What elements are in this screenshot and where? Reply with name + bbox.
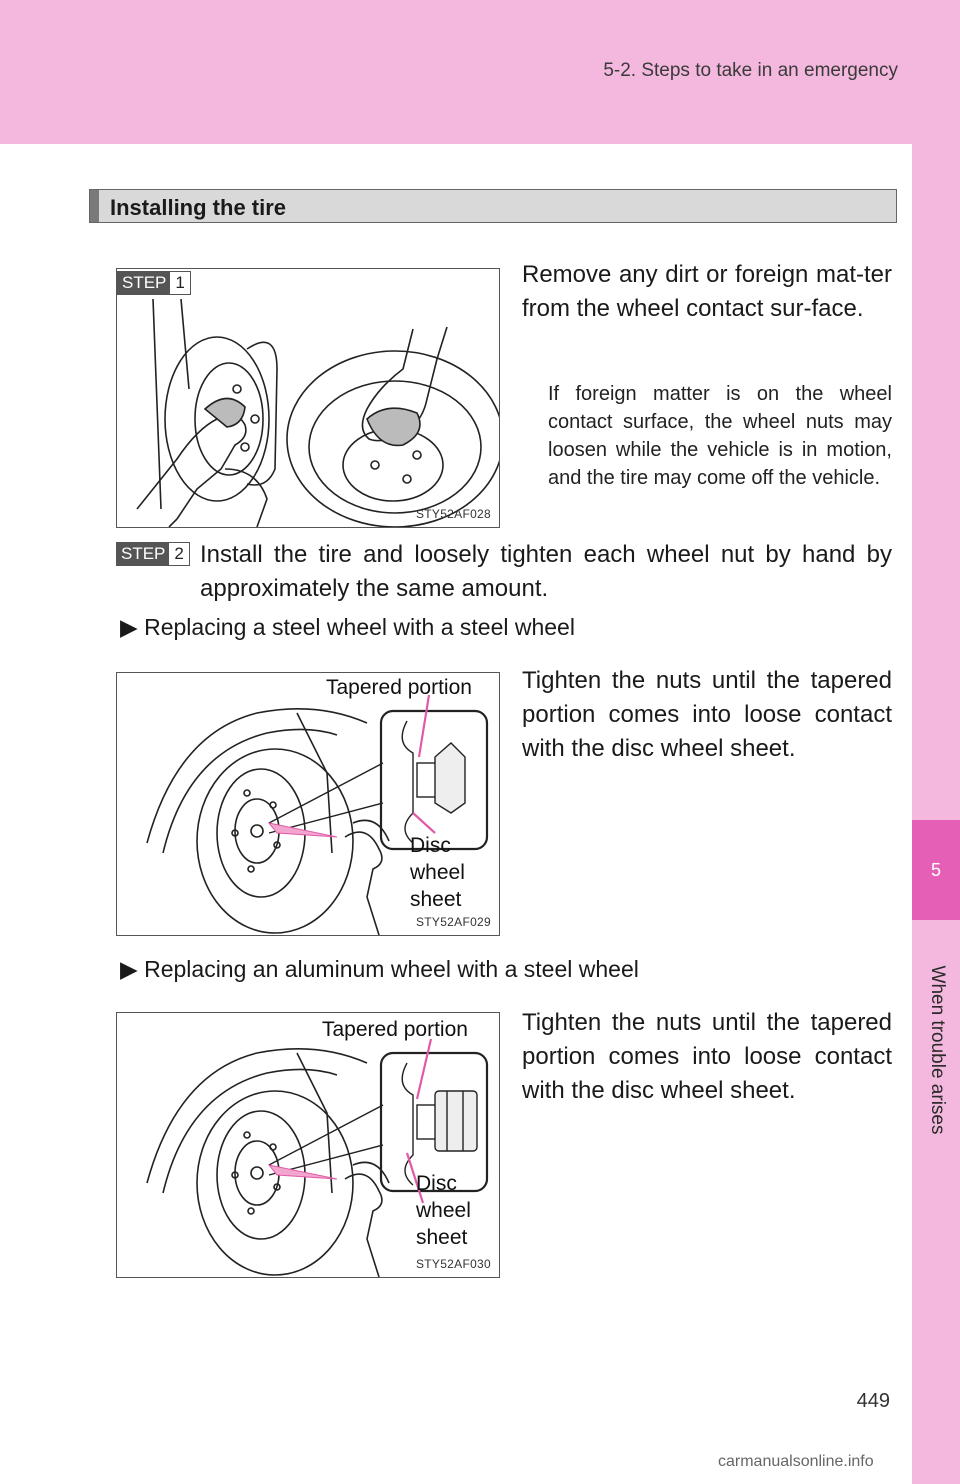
page-number: 449	[856, 1390, 890, 1412]
figure-step1	[116, 268, 500, 528]
triangle-bullet-icon: ▶	[120, 956, 138, 982]
aluminum-callout-disc	[416, 1170, 471, 1251]
cleaning-wheel-illustration	[117, 269, 499, 527]
callout-disc-line1: Disc	[416, 1172, 457, 1195]
callout-disc-line3: sheet	[410, 888, 462, 911]
section-bar-accent	[90, 190, 99, 222]
triangle-bullet-icon: ▶	[120, 614, 138, 640]
header-section-title: 5-2. Steps to take in an emergency	[603, 60, 898, 81]
aluminum-heading	[120, 954, 639, 984]
page-header	[0, 0, 960, 144]
aluminum-heading-text: Replacing an aluminum wheel with a steel wheel	[144, 956, 639, 982]
callout-disc-line2: wheel	[416, 1199, 471, 1222]
step1-note: If foreign matter is on the wheel contact surface, the wheel nuts may loosen while the vehicle is in motion, and the tire may come off the vehicle.	[548, 383, 892, 489]
steel-heading	[120, 612, 575, 642]
side-tab-label: When trouble arises	[927, 965, 948, 1135]
side-tab	[912, 144, 960, 1484]
step1-text: Remove any dirt or foreign mat-ter from the wheel contact sur-face.	[522, 261, 892, 322]
callout-disc-line1: Disc	[410, 834, 451, 857]
step1-badge-label: STEP	[118, 272, 170, 294]
callout-disc-line2: wheel	[410, 861, 465, 884]
aluminum-callout-tapered: Tapered portion	[322, 1018, 468, 1041]
steel-callout-disc	[410, 832, 465, 913]
step1-badge-number: 1	[170, 272, 189, 294]
section-title-bar	[89, 189, 897, 223]
steel-heading-text: Replacing a steel wheel with a steel wheel	[144, 614, 575, 640]
step2-badge-label: STEP	[117, 543, 169, 565]
aluminum-text: Tighten the nuts until the tapered portion comes into loose contact with the disc wheel sheet.	[522, 1009, 892, 1104]
figure-aluminum-code: STY52AF030	[415, 1257, 491, 1271]
callout-disc-line3: sheet	[416, 1226, 468, 1249]
figure-steel-code: STY52AF029	[415, 915, 491, 929]
steel-text: Tighten the nuts until the tapered portion comes into loose contact with the disc wheel sheet.	[522, 667, 892, 762]
section-title: Installing the tire	[110, 195, 287, 220]
steel-callout-tapered: Tapered portion	[326, 676, 472, 699]
figure-step1-code: STY52AF028	[415, 507, 491, 521]
step2-text: Install the tire and loosely tighten each wheel nut by hand by approximately the same amount.	[200, 541, 892, 602]
watermark: carmanualsonline.info	[718, 1453, 874, 1470]
step2-badge	[116, 542, 190, 566]
side-tab-number: 5	[930, 860, 941, 880]
step2-badge-number: 2	[169, 543, 188, 565]
